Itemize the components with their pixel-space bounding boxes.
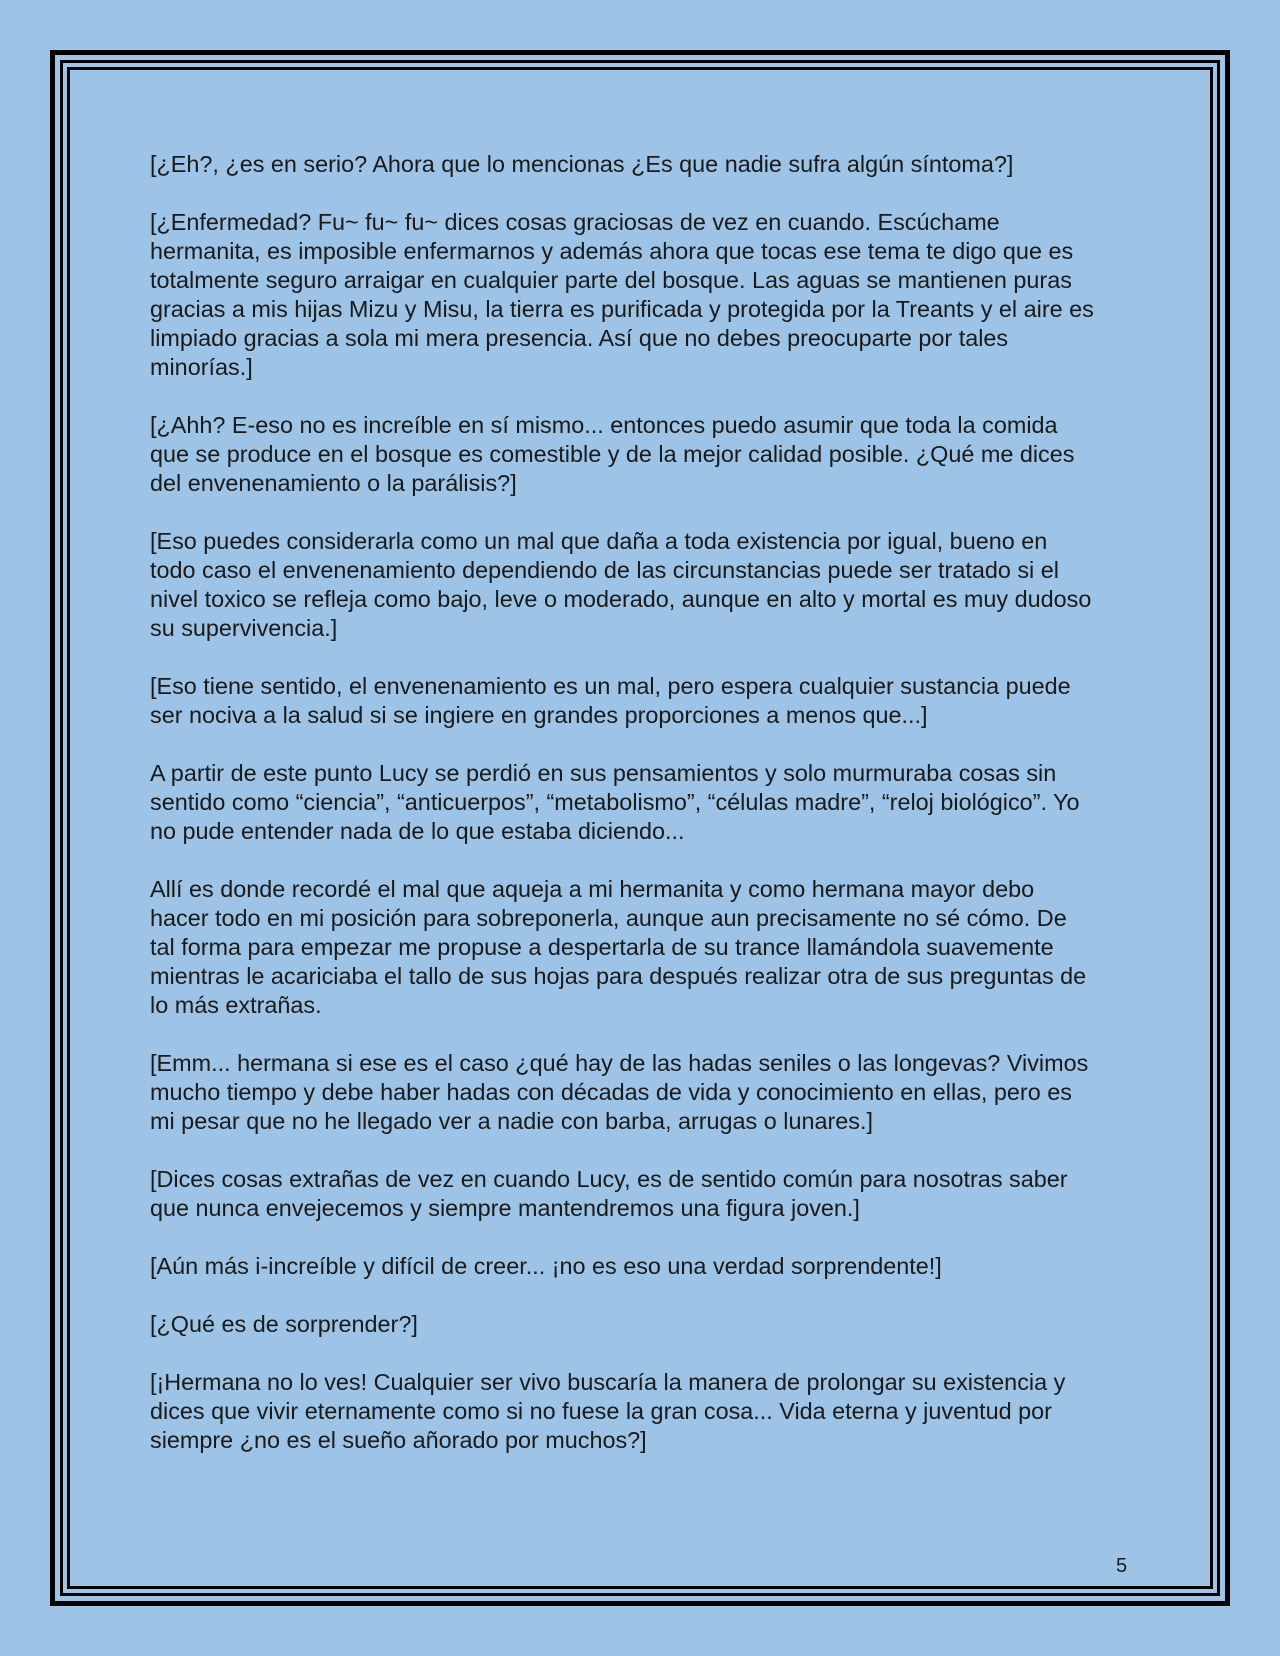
page-number: 5	[1116, 1555, 1128, 1577]
paragraph: [Dices cosas extrañas de vez en cuando Lucy, es de sentido común para nosotras saber que nunca envejecemos y siempre mantendremos una figura joven.]	[150, 1166, 1068, 1221]
paragraph: [Eso tiene sentido, el envenenamiento es un mal, pero espera cualquier sustancia puede ser nociva a la salud si se ingiere en grandes proporciones a menos que...]	[150, 673, 1071, 728]
paragraph: [¿Qué es de sorprender?]	[150, 1311, 418, 1337]
paragraph: [Eso puedes considerarla como un mal que daña a toda existencia por igual, bueno en todo caso el envenenamiento dependiendo de las circunstancias puede ser tratado si el nivel toxico se refleja como bajo, leve o moderado, aunque en alto y mortal es muy dudoso su supervivencia.]	[150, 528, 1092, 641]
paragraph: Allí es donde recordé el mal que aqueja a mi hermanita y como hermana mayor debo hacer todo en mi posición para sobreponerla, aunque aun precisamente no sé cómo. De tal forma para empezar me propuse a despertarla de su trance llamándola suavemente mientras le acariciaba el tallo de sus hojas para después realizar otra de sus preguntas de lo más extrañas.	[150, 876, 1087, 1018]
paragraph: [¿Enfermedad? Fu~ fu~ fu~ dices cosas graciosas de vez en cuando. Escúchame hermanita, es imposible enfermarnos y además ahora que tocas ese tema te digo que es totalmente seguro arraigar en cualquier parte del bosque. Las aguas se mantienen puras gracias a mis hijas Mizu y Misu, la tierra es purificada y protegida por la Treants y el aire es limpiado gracias a sola mi mera presencia. Así que no debes preocuparte por tales minorías.]	[150, 209, 1094, 380]
body-text	[150, 150, 1095, 1484]
paragraph: [Emm... hermana si ese es el caso ¿qué hay de las hadas seniles o las longevas? Vivimos mucho tiempo y debe haber hadas con décadas de vida y conocimiento en ellas, pero es mi pesar que no he llegado ver a nadie con barba, arrugas o lunares.]	[150, 1050, 1089, 1134]
paragraph: [¿Eh?, ¿es en serio? Ahora que lo mencionas ¿Es que nadie sufra algún síntoma?]	[150, 151, 1014, 177]
paragraph: [¡Hermana no lo ves! Cualquier ser vivo buscaría la manera de prolongar su existencia y dices que vivir eternamente como si no fuese la gran cosa... Vida eterna y juventud por siempre ¿no es el sueño añorado por muchos?]	[150, 1369, 1066, 1453]
paragraph: [¿Ahh? E-eso no es increíble en sí mismo... entonces puedo asumir que toda la comida que se produce en el bosque es comestible y de la mejor calidad posible. ¿Qué me dices del envenenamiento o la parálisis?]	[150, 412, 1075, 496]
paragraph: [Aún más i-increíble y difícil de creer... ¡no es eso una verdad sorprendente!]	[150, 1253, 942, 1279]
paragraph: A partir de este punto Lucy se perdió en sus pensamientos y solo murmuraba cosas sin sentido como “ciencia”, “anticuerpos”, “metabolismo”, “células madre”, “reloj biológico”. Yo no pude entender nada de lo que estaba diciendo...	[150, 760, 1080, 844]
